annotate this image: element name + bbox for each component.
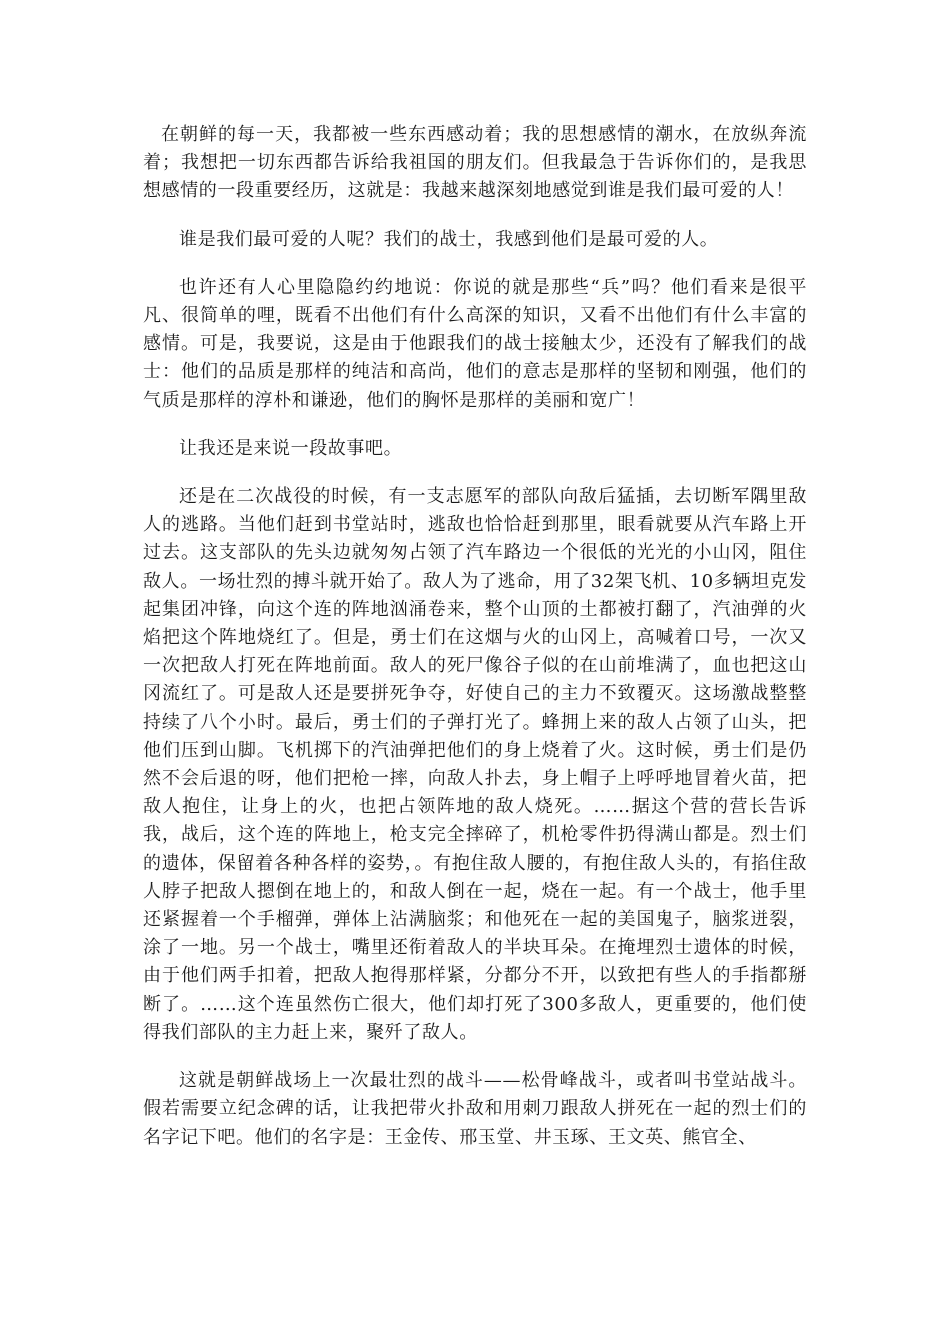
document-body — [143, 121, 807, 1172]
paragraph-6: 这就是朝鲜战场上一次最壮烈的战斗——松骨峰战斗，或者叫书堂站战斗。假若需要立纪念碑的话，让我把带火扑敌和用刺刀跟敌人拼死在一起的烈士们的名字记下吧。他们的名字是：王金传、邢玉堂、井玉琢、王文英、熊官全、 — [143, 1070, 807, 1148]
paragraph-4: 让我还是来说一段故事吧。 — [179, 437, 403, 459]
paragraph-2: 谁是我们最可爱的人呢？我们的战士，我感到他们是最可爱的人。 — [179, 228, 719, 250]
paragraph-3: 也许还有人心里隐隐约约地说：你说的就是那些“兵”吗？他们看来是很平凡、很简单的哩，既看不出他们有什么高深的知识，又看不出他们有什么丰富的感情。可是，我要说，这是由于他跟我们的战士接触太少，还没有了解我们的战士：他们的品质是那样的纯洁和高尚，他们的意志是那样的坚韧和刚强，他们的气质是那样的淳朴和谦逊，他们的胸怀是那样的美丽和宽广！ — [143, 276, 807, 411]
paragraph-1: 在朝鲜的每一天，我都被一些东西感动着；我的思想感情的潮水，在放纵奔流着；我想把一切东西都告诉给我祖国的朋友们。但我最急于告诉你们的，是我思想感情的一段重要经历，这就是：我越来越深刻地感觉到谁是我们最可爱的人！ — [143, 124, 807, 202]
paragraph-5: 还是在二次战役的时候，有一支志愿军的部队向敌后猛插，去切断军隅里敌人的逃路。当他们赶到书堂站时，逃敌也恰恰赶到那里，眼看就要从汽车路上开过去。这支部队的先头边就匆匆占领了汽车路边一个很低的光光的小山冈，阻住敌人。一场壮烈的搏斗就开始了。敌人为了逃命，用了32架飞机、10多辆坦克发起集团冲锋，向这个连的阵地汹涌卷来，整个山顶的土都被打翻了，汽油弹的火焰把这个阵地烧红了。但是，勇士们在这烟与火的山冈上，高喊着口号，一次又一次把敌人打死在阵地前面。敌人的死尸像谷子似的在山前堆满了，血也把这山冈流红了。可是敌人还是要拼死争夺，好使自己的主力不致覆灭。这场激战整整持续了八个小时。最后，勇士们的子弹打光了。蜂拥上来的敌人占领了山头，把他们压到山脚。飞机掷下的汽油弹把他们的身上烧着了火。这时候，勇士们是仍然不会后退的呀，他们把枪一摔，向敌人扑去，身上帽子上呼呼地冒着火苗，把敌人抱住，让身上的火，也把占领阵地的敌人烧死。……据这个营的营长告诉我，战后，这个连的阵地上，枪支完全摔碎了，机枪零件扔得满山都是。烈士们的遗体，保留着各种各样的姿势，。有抱住敌人腰的，有抱住敌人头的，有掐住敌人脖子把敌人摁倒在地上的，和敌人倒在一起，烧在一起。有一个战士，他手里还紧握着一个手榴弹，弹体上沾满脑浆；和他死在一起的美国鬼子，脑浆迸裂，涂了一地。另一个战士，嘴里还衔着敌人的半块耳朵。在掩埋烈士遗体的时候，由于他们两手扣着，把敌人抱得那样紧，分都分不开，以致把有些人的手指都掰断了。……这个连虽然伤亡很大，他们却打死了300多敌人，更重要的，他们使得我们部队的主力赶上来，聚歼了敌人。 — [143, 486, 807, 1043]
